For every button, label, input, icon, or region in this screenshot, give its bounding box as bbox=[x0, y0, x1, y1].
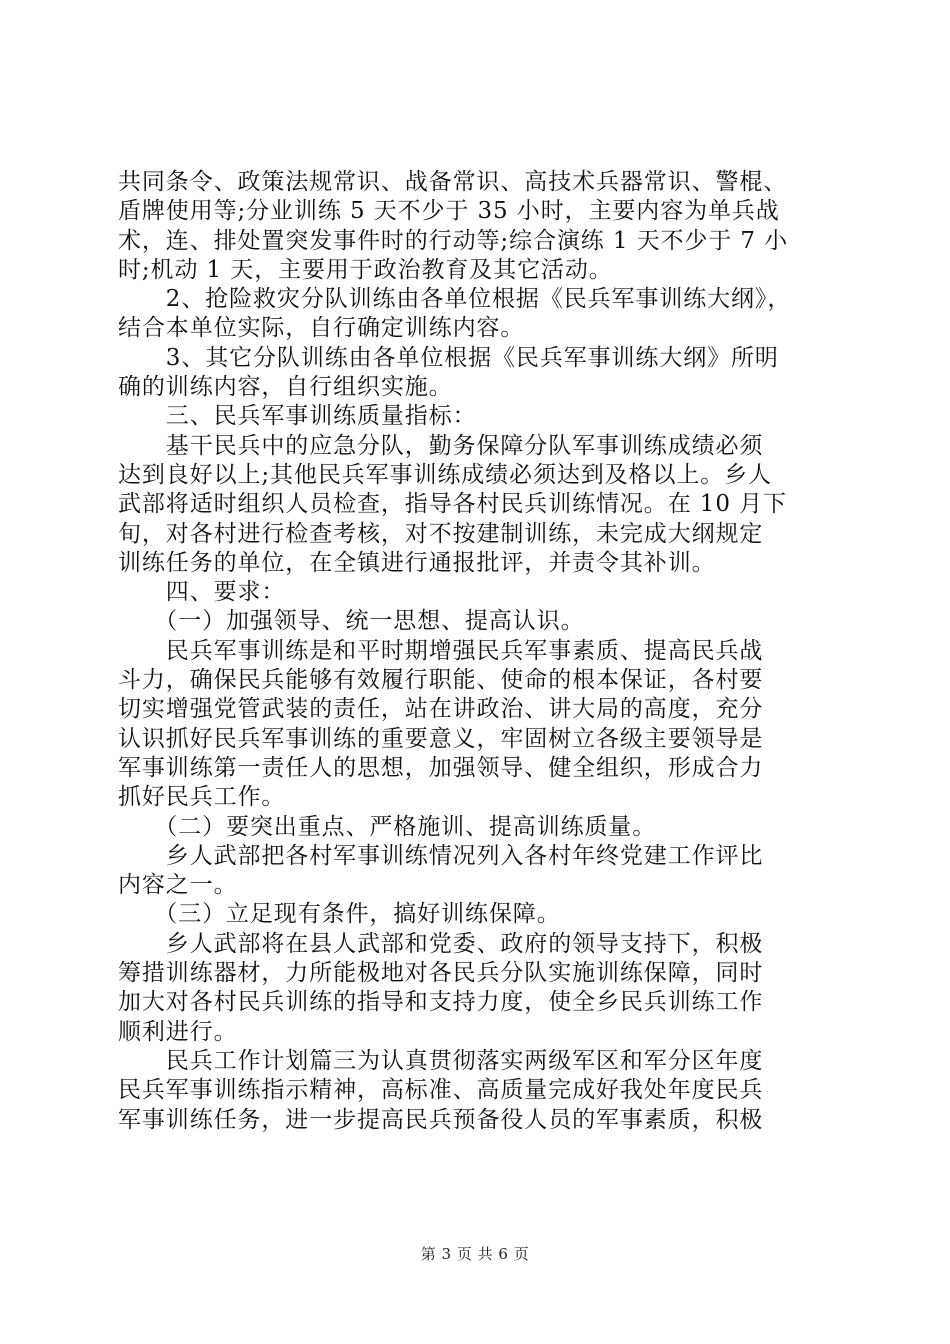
text-line: 筹措训练器材，力所能极地对各民兵分队实施训练保障，同时 bbox=[118, 960, 764, 987]
section-heading: 四、要求： bbox=[118, 579, 286, 606]
text-line: 时;机动 1 天，主要用于政治教育及其它活动。 bbox=[118, 256, 613, 283]
text-line: 民兵军事训练是和平时期增强民兵军事素质、提高民兵战 bbox=[118, 637, 764, 664]
text-line: 武部将适时组织人员检查，指导各村民兵训练情况。在 10 月下 bbox=[118, 491, 787, 518]
document-body bbox=[118, 168, 838, 1135]
subsection-heading: （一）加强领导、统一思想、提高认识。 bbox=[118, 608, 585, 635]
text-line: 军事训练任务，进一步提高民兵预备役人员的军事素质，积极 bbox=[118, 1106, 764, 1133]
text-line: 乡人武部将在县人武部和党委、政府的领导支持下，积极 bbox=[118, 930, 764, 957]
text-line: 顺利进行。 bbox=[118, 1018, 238, 1045]
text-line: 术，连、排处置突发事件时的行动等;综合演练 1 天不少于 7 小 bbox=[118, 227, 789, 254]
text-line: 民兵军事训练指示精神，高标准、高质量完成好我处年度民兵 bbox=[118, 1077, 764, 1104]
text-line: 结合本单位实际，自行确定训练内容。 bbox=[118, 315, 525, 342]
text-line: 共同条令、政策法规常识、战备常识、高技术兵器常识、警棍、 bbox=[118, 169, 788, 195]
text-line: 抓好民兵工作。 bbox=[118, 784, 286, 811]
text-line: 切实增强党管武装的责任，站在讲政治、讲大局的高度，充分 bbox=[118, 696, 764, 723]
text-line: 确的训练内容，自行组织实施。 bbox=[118, 374, 453, 401]
text-line: 达到良好以上;其他民兵军事训练成绩必须达到及格以上。乡人 bbox=[118, 461, 772, 488]
text-line: 盾牌使用等;分业训练 5 天不少于 35 小时，主要内容为单兵战 bbox=[118, 198, 780, 225]
text-line: 2、抢险救灾分队训练由各单位根据《民兵军事训练大纲》， bbox=[118, 286, 792, 313]
text-line: 旬，对各村进行检查考核，对不按建制训练，未完成大纲规定 bbox=[118, 520, 764, 547]
text-line: 内容之一。 bbox=[118, 872, 238, 899]
text-line: 基干民兵中的应急分队，勤务保障分队军事训练成绩必须 bbox=[118, 432, 764, 459]
text-line: 认识抓好民兵军事训练的重要意义，牢固树立各级主要领导是 bbox=[118, 725, 764, 752]
text-line: 民兵工作计划篇三为认真贯彻落实两级军区和军分区年度 bbox=[118, 1047, 764, 1074]
text-line: 训练任务的单位，在全镇进行通报批评，并责令其补训。 bbox=[118, 549, 716, 576]
text-line: 3、其它分队训练由各单位根据《民兵军事训练大纲》所明 bbox=[118, 344, 779, 371]
page-footer: 第 3 页 共 6 页 bbox=[420, 1245, 530, 1263]
text-line: 乡人武部把各村军事训练情况列入各村年终党建工作评比 bbox=[118, 842, 764, 869]
subsection-heading: （三）立足现有条件，搞好训练保障。 bbox=[118, 901, 561, 928]
text-line: 军事训练第一责任人的思想，加强领导、健全组织，形成合力 bbox=[118, 754, 764, 781]
section-heading: 三、民兵军事训练质量指标： bbox=[118, 403, 477, 430]
text-line: 加大对各村民兵训练的指导和支持力度，使全乡民兵训练工作 bbox=[118, 989, 764, 1016]
subsection-heading: （二）要突出重点、严格施训、提高训练质量。 bbox=[118, 813, 657, 840]
text-line: 斗力，确保民兵能够有效履行职能、使命的根本保证，各村要 bbox=[118, 667, 764, 694]
